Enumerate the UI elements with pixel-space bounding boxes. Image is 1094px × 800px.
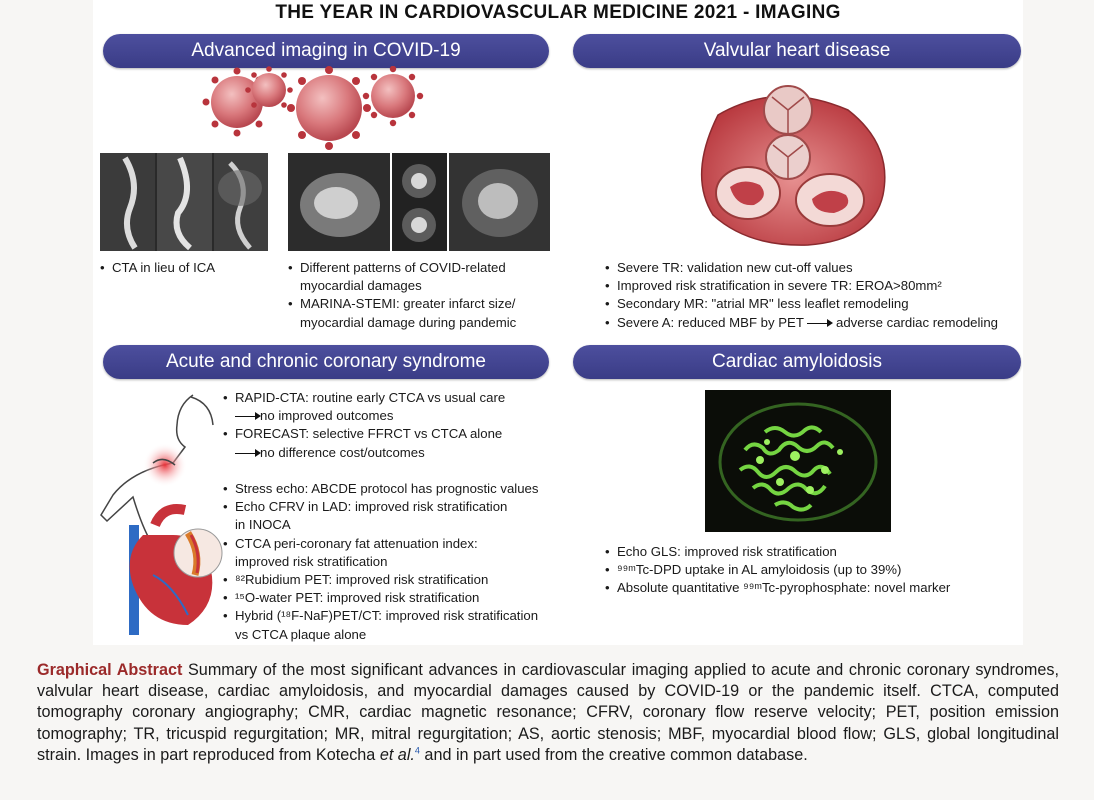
list-item <box>223 444 505 462</box>
list-item-text: no improved outcomes <box>260 408 394 424</box>
arrow-icon <box>235 416 257 417</box>
list-item-text: no difference cost/outcomes <box>260 444 425 460</box>
list-item: • Severe TR: validation new cut-off values <box>605 259 998 277</box>
list-item-text: Severe A: reduced MBF by PET <box>617 314 804 330</box>
caption-label: Graphical Abstract <box>37 661 183 679</box>
list-item: improved risk stratification <box>235 553 388 569</box>
cmr-images <box>288 153 550 251</box>
list-item: • MARINA-STEMI: greater infarct size/ <box>288 295 516 313</box>
coronary-heading: Acute and chronic coronary syndrome <box>103 345 549 379</box>
graphical-abstract-figure <box>93 0 1023 645</box>
arrow-icon <box>235 453 257 454</box>
amyloid-heading: Cardiac amyloidosis <box>573 345 1021 379</box>
caption-text: Summary of the most significant advances in cardiovascular imaging applied to acute and chronic coronary syndromes, valvular heart disease, cardiac amyloidosis, and myocardial damages caused by COVID-19 or the pandemic itself. CTCA, computed tomography coronary angiography; CMR, cardiac magnetic resonance; CFRV, coronary flow reserve velocity; PET, position emission tomography; TR, tricuspid regurgitation; MR, mitral regurgitation; AS, aortic stenosis; MBF, myocardial blood flow; GLS, global longitudinal strain. Images in part reproduced from Kotecha <box>37 661 1059 764</box>
valvular-bullets <box>605 259 998 332</box>
caption-tail: and in part used from the creative common database. <box>419 745 808 764</box>
amyloid-bullets <box>605 543 950 598</box>
covid-left-bullets <box>100 259 215 277</box>
list-item: • Absolute quantitative ⁹⁹ᵐTc-pyrophosphate: novel marker <box>605 579 950 597</box>
list-item: • Hybrid (¹⁸F-NaF)PET/CT: improved risk stratification <box>223 607 538 625</box>
list-item: • ⁸²Rubidium PET: improved risk stratification <box>223 571 538 589</box>
list-item: • RAPID-CTA: routine early CTCA vs usual care <box>223 389 505 407</box>
caption-etal: et al. <box>379 745 415 764</box>
caption-reference-link[interactable]: 4 <box>414 745 420 756</box>
virus-illustration <box>197 66 427 150</box>
list-item <box>605 314 998 332</box>
arrow-icon <box>807 323 829 324</box>
cta-images <box>100 153 268 251</box>
list-item: • CTCA peri-coronary fat attenuation index: <box>223 535 538 553</box>
list-item: • CTA in lieu of ICA <box>100 259 215 277</box>
covid-right-bullets <box>288 259 516 332</box>
list-item: • Different patterns of COVID-related <box>288 259 516 277</box>
list-item <box>223 407 505 425</box>
figure-title: THE YEAR IN CARDIOVASCULAR MEDICINE 2021 - IMAGING <box>275 2 841 23</box>
list-item: • Secondary MR: "atrial MR" less leaflet remodeling <box>605 295 998 313</box>
heart-valves-illustration <box>688 75 898 250</box>
list-item: • Stress echo: ABCDE protocol has prognostic values <box>223 480 538 498</box>
list-item: • Improved risk stratification in severe TR: EROA>80mm² <box>605 277 998 295</box>
valvular-heading: Valvular heart disease <box>573 34 1021 68</box>
list-item-text: adverse cardiac remodeling <box>836 314 999 330</box>
list-item: • Echo CFRV in LAD: improved risk stratification <box>223 498 538 516</box>
patient-heart-illustration <box>93 385 233 635</box>
covid-heading: Advanced imaging in COVID-19 <box>103 34 549 68</box>
list-item: in INOCA <box>235 517 291 533</box>
list-item: • Echo GLS: improved risk stratification <box>605 543 950 561</box>
coronary-bullets-top <box>223 389 505 462</box>
coronary-bullets-bottom <box>223 480 538 644</box>
list-item: myocardial damages <box>300 278 422 294</box>
figure-caption <box>37 660 1059 766</box>
amyloid-histology-image <box>705 390 891 532</box>
list-item: • ¹⁵O-water PET: improved risk stratification <box>223 589 538 607</box>
list-item: • ⁹⁹ᵐTc-DPD uptake in AL amyloidosis (up to 39%) <box>605 561 950 579</box>
list-item: • FORECAST: selective FFRCT vs CTCA alone <box>223 425 505 443</box>
list-item: vs CTCA plaque alone <box>235 626 367 642</box>
list-item: myocardial damage during pandemic <box>300 314 517 330</box>
